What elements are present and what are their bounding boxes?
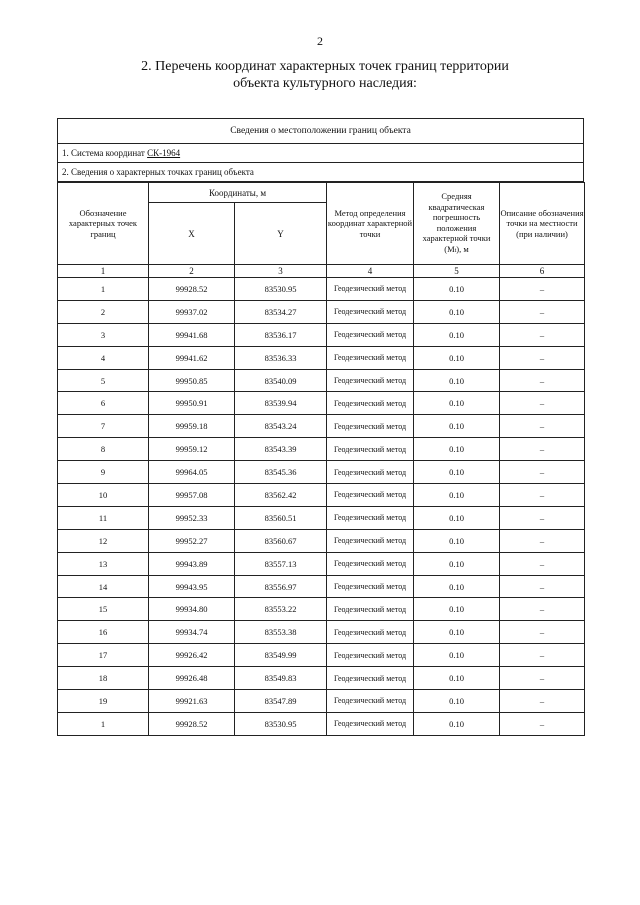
cell-point: 17 <box>58 644 149 667</box>
cell-error: 0.10 <box>414 667 500 690</box>
cell-y: 83560.51 <box>235 506 327 529</box>
cell-x: 99926.42 <box>149 644 235 667</box>
cell-error: 0.10 <box>414 438 500 461</box>
cell-x: 99934.74 <box>149 621 235 644</box>
cell-error: 0.10 <box>414 392 500 415</box>
cell-method: Геодезический метод <box>327 552 414 575</box>
cell-point: 15 <box>58 598 149 621</box>
cell-error: 0.10 <box>414 415 500 438</box>
cell-method: Геодезический метод <box>327 484 414 507</box>
cell-error: 0.10 <box>414 644 500 667</box>
cell-y: 83549.83 <box>235 667 327 690</box>
cell-error: 0.10 <box>414 690 500 713</box>
cell-method: Геодезический метод <box>327 415 414 438</box>
cell-method: Геодезический метод <box>327 644 414 667</box>
cell-method: Геодезический метод <box>327 667 414 690</box>
cell-point: 11 <box>58 506 149 529</box>
cell-y: 83543.39 <box>235 438 327 461</box>
cell-y: 83536.17 <box>235 323 327 346</box>
cell-point: 1 <box>58 278 149 301</box>
cell-description: – <box>500 484 585 507</box>
cell-description: – <box>500 346 585 369</box>
cell-x: 99941.62 <box>149 346 235 369</box>
cell-y: 83545.36 <box>235 461 327 484</box>
cell-point: 6 <box>58 392 149 415</box>
cell-x: 99921.63 <box>149 690 235 713</box>
cell-method: Геодезический метод <box>327 346 414 369</box>
header-mean-error: Средняя квадратическая погрешность положения характерной точки (Mt), м <box>414 183 500 265</box>
cell-description: – <box>500 667 585 690</box>
cell-x: 99952.33 <box>149 506 235 529</box>
coordinates-table <box>57 182 585 736</box>
cell-y: 83536.33 <box>235 346 327 369</box>
cell-x: 99937.02 <box>149 300 235 323</box>
coordinate-system-label: 1. Система координат <box>62 148 148 158</box>
cell-x: 99950.85 <box>149 369 235 392</box>
column-number: 5 <box>414 265 500 278</box>
header-coordinates: Координаты, м <box>149 183 327 203</box>
cell-x: 99959.12 <box>149 438 235 461</box>
cell-point: 7 <box>58 415 149 438</box>
cell-method: Геодезический метод <box>327 461 414 484</box>
cell-x: 99950.91 <box>149 392 235 415</box>
cell-method: Геодезический метод <box>327 323 414 346</box>
cell-x: 99928.52 <box>149 278 235 301</box>
cell-method: Геодезический метод <box>327 690 414 713</box>
cell-point: 14 <box>58 575 149 598</box>
table-body <box>58 278 585 736</box>
table-row <box>58 438 585 461</box>
table-row <box>58 575 585 598</box>
table-row <box>58 529 585 552</box>
column-number: 4 <box>327 265 414 278</box>
cell-point: 8 <box>58 438 149 461</box>
table-row <box>58 712 585 735</box>
cell-description: – <box>500 621 585 644</box>
cell-method: Геодезический метод <box>327 392 414 415</box>
cell-error: 0.10 <box>414 575 500 598</box>
cell-method: Геодезический метод <box>327 621 414 644</box>
table-row <box>58 644 585 667</box>
cell-description: – <box>500 369 585 392</box>
coordinate-system-row <box>58 144 584 163</box>
column-number: 6 <box>500 265 585 278</box>
cell-error: 0.10 <box>414 323 500 346</box>
cell-method: Геодезический метод <box>327 506 414 529</box>
header-y: Y <box>235 203 327 265</box>
header-method: Метод определения координат характерной точки <box>327 183 414 265</box>
cell-error: 0.10 <box>414 712 500 735</box>
cell-x: 99957.08 <box>149 484 235 507</box>
table-row <box>58 461 585 484</box>
table-row <box>58 667 585 690</box>
cell-description: – <box>500 644 585 667</box>
column-number-row <box>58 265 585 278</box>
cell-y: 83549.99 <box>235 644 327 667</box>
cell-method: Геодезический метод <box>327 438 414 461</box>
cell-y: 83562.42 <box>235 484 327 507</box>
table-row <box>58 392 585 415</box>
cell-description: – <box>500 461 585 484</box>
table-row <box>58 346 585 369</box>
header-description: Описание обозначения точки на местности (при наличии) <box>500 183 585 265</box>
cell-y: 83547.89 <box>235 690 327 713</box>
table-row <box>58 278 585 301</box>
column-number: 3 <box>235 265 327 278</box>
cell-method: Геодезический метод <box>327 712 414 735</box>
cell-y: 83530.95 <box>235 712 327 735</box>
cell-error: 0.10 <box>414 346 500 369</box>
cell-description: – <box>500 690 585 713</box>
cell-point: 5 <box>58 369 149 392</box>
table-row <box>58 598 585 621</box>
cell-y: 83534.27 <box>235 300 327 323</box>
cell-method: Геодезический метод <box>327 598 414 621</box>
cell-method: Геодезический метод <box>327 300 414 323</box>
cell-x: 99964.05 <box>149 461 235 484</box>
table-row <box>58 690 585 713</box>
cell-description: – <box>500 415 585 438</box>
cell-point: 13 <box>58 552 149 575</box>
header-point-designation: Обозначение характерных точек границ <box>58 183 149 265</box>
cell-point: 9 <box>58 461 149 484</box>
table-row <box>58 369 585 392</box>
cell-error: 0.10 <box>414 300 500 323</box>
cell-method: Геодезический метод <box>327 278 414 301</box>
boundary-info-frame <box>57 118 584 182</box>
cell-y: 83539.94 <box>235 392 327 415</box>
cell-description: – <box>500 712 585 735</box>
points-section-label: 2. Сведения о характерных точках границ объекта <box>58 163 584 182</box>
cell-description: – <box>500 300 585 323</box>
cell-error: 0.10 <box>414 278 500 301</box>
cell-y: 83560.67 <box>235 529 327 552</box>
cell-y: 83530.95 <box>235 278 327 301</box>
cell-method: Геодезический метод <box>327 529 414 552</box>
cell-point: 3 <box>58 323 149 346</box>
cell-point: 4 <box>58 346 149 369</box>
table-row <box>58 415 585 438</box>
table-row <box>58 506 585 529</box>
cell-x: 99952.27 <box>149 529 235 552</box>
page-number: 2 <box>317 34 323 48</box>
cell-point: 12 <box>58 529 149 552</box>
cell-description: – <box>500 529 585 552</box>
cell-y: 83553.22 <box>235 598 327 621</box>
cell-description: – <box>500 323 585 346</box>
cell-method: Геодезический метод <box>327 575 414 598</box>
cell-description: – <box>500 438 585 461</box>
cell-description: – <box>500 506 585 529</box>
table-row <box>58 300 585 323</box>
cell-description: – <box>500 552 585 575</box>
title-line-2: объекта культурного наследия: <box>233 76 417 91</box>
cell-y: 83557.13 <box>235 552 327 575</box>
cell-error: 0.10 <box>414 552 500 575</box>
cell-description: – <box>500 598 585 621</box>
cell-point: 2 <box>58 300 149 323</box>
cell-point: 19 <box>58 690 149 713</box>
table-row <box>58 323 585 346</box>
cell-error: 0.10 <box>414 484 500 507</box>
cell-error: 0.10 <box>414 369 500 392</box>
document-title <box>80 58 570 92</box>
header-x: X <box>149 203 235 265</box>
table-row <box>58 484 585 507</box>
cell-y: 83556.97 <box>235 575 327 598</box>
table-row <box>58 621 585 644</box>
column-number: 2 <box>149 265 235 278</box>
cell-error: 0.10 <box>414 506 500 529</box>
table-row <box>58 552 585 575</box>
cell-error: 0.10 <box>414 529 500 552</box>
cell-x: 99959.18 <box>149 415 235 438</box>
cell-point: 10 <box>58 484 149 507</box>
cell-error: 0.10 <box>414 621 500 644</box>
cell-description: – <box>500 575 585 598</box>
cell-y: 83540.09 <box>235 369 327 392</box>
cell-y: 83543.24 <box>235 415 327 438</box>
cell-point: 1 <box>58 712 149 735</box>
cell-description: – <box>500 278 585 301</box>
cell-x: 99934.80 <box>149 598 235 621</box>
cell-point: 16 <box>58 621 149 644</box>
title-line-1: 2. Перечень координат характерных точек границ территории <box>141 59 509 74</box>
cell-y: 83553.38 <box>235 621 327 644</box>
section-caption: Сведения о местоположении границ объекта <box>58 119 584 144</box>
cell-x: 99941.68 <box>149 323 235 346</box>
cell-x: 99943.95 <box>149 575 235 598</box>
column-number: 1 <box>58 265 149 278</box>
cell-x: 99943.89 <box>149 552 235 575</box>
cell-point: 18 <box>58 667 149 690</box>
cell-x: 99926.48 <box>149 667 235 690</box>
cell-description: – <box>500 392 585 415</box>
cell-error: 0.10 <box>414 598 500 621</box>
cell-method: Геодезический метод <box>327 369 414 392</box>
cell-x: 99928.52 <box>149 712 235 735</box>
coordinate-system-value: СК-1964 <box>147 148 181 158</box>
cell-error: 0.10 <box>414 461 500 484</box>
